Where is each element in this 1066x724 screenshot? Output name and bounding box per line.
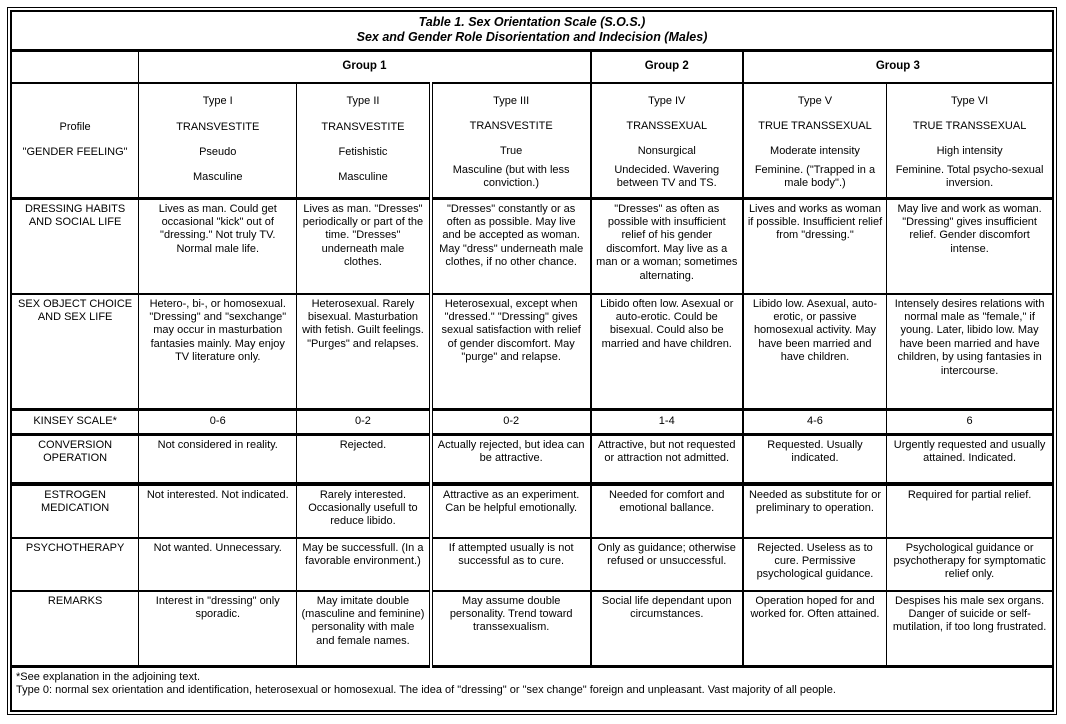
type2-number: Type II [346, 95, 380, 108]
cell-dressing-type4: "Dresses" as often as possible with insufficient relief of his gender discomfort. May live as a man or a woman; sometimes alternating. [591, 198, 743, 294]
group-header-row [11, 50, 1053, 83]
kinsey-scale-row [11, 409, 1053, 434]
type2-gender-feeling: Masculine [338, 171, 388, 184]
row-label-remarks: REMARKS [11, 591, 139, 667]
type6-subtype: High intensity [936, 144, 1003, 157]
cell-psycho-type5: Rejected. Useless as to cure. Permissive psychological guidance. [743, 538, 887, 591]
cell-estrogen-type5: Needed as substitute for or preliminary to operation. [743, 484, 887, 538]
footnote-row [11, 666, 1053, 711]
type2-subtype: Fetishistic [338, 145, 388, 158]
cell-kinsey-type6: 6 [887, 409, 1053, 434]
cell-conversion-type4: Attractive, but not requested or attraction not admitted. [591, 434, 743, 484]
cell-remarks-type6: Despises his male sex organs. Danger of suicide or self-mutilation, if too long frustrated. [887, 591, 1053, 667]
cell-kinsey-type4: 1-4 [591, 409, 743, 434]
profile-label-line1: Profile [59, 120, 91, 133]
conversion-operation-row [11, 434, 1053, 484]
cell-estrogen-type4: Needed for comfort and emotional ballance. [591, 484, 743, 538]
sex-object-row [11, 294, 1053, 410]
cell-sexobj-type3: Heterosexual, except when "dressed." "Dressing" gives sexual satisfaction with relief of gender discomfort. May "purge" and relapse. [431, 294, 591, 410]
type6-number: Type VI [950, 95, 989, 108]
cell-kinsey-type2: 0-2 [297, 409, 431, 434]
footnote-line1: *See explanation in the adjoining text. [16, 670, 201, 683]
estrogen-medication-row [11, 484, 1053, 538]
cell-conversion-type1: Not considered in reality. [139, 434, 297, 484]
type6-category: TRUE TRANSSEXUAL [912, 119, 1027, 132]
row-label-estrogen-medication: ESTROGEN MEDICATION [11, 484, 139, 538]
cell-dressing-type5: Lives and works as woman if possible. Insufficient relief from "dressing." [743, 198, 887, 294]
type1-number: Type I [202, 95, 233, 108]
type5-category: TRUE TRANSSEXUAL [758, 119, 872, 132]
type3-gender-feeling: Masculine (but with less conviction.) [452, 163, 570, 190]
type3-number: Type III [493, 95, 530, 108]
type5-number: Type V [797, 95, 833, 108]
group-3-header: Group 3 [743, 50, 1053, 83]
cell-estrogen-type2: Rarely interested. Occasionally usefull to reduce libido. [297, 484, 431, 538]
table-title-line2: Sex and Gender Role Disorientation and Indecision (Males) [356, 30, 708, 45]
row-label-psychotherapy: PSYCHOTHERAPY [11, 538, 139, 591]
profile-type6 [887, 83, 1053, 199]
profile-type2 [297, 83, 431, 199]
profile-type3 [431, 83, 591, 199]
type2-category: TRANSVESTITE [321, 120, 405, 133]
cell-remarks-type3: May assume double personality. Trend toward transsexualism. [431, 591, 591, 667]
table-title-line1: Table 1. Sex Orientation Scale (S.O.S.) [418, 15, 646, 29]
dressing-habits-row [11, 198, 1053, 294]
cell-conversion-type6: Urgently requested and usually attained. Indicated. [887, 434, 1053, 484]
cell-kinsey-type1: 0-6 [139, 409, 297, 434]
group-2-header: Group 2 [591, 50, 743, 83]
type4-category: TRANSSEXUAL [626, 119, 708, 132]
cell-kinsey-type5: 4-6 [743, 409, 887, 434]
type1-subtype: Pseudo [199, 145, 237, 158]
cell-sexobj-type5: Libido low. Asexual, auto-erotic, or passive homosexual activity. May have been married and have children. [743, 294, 887, 410]
cell-estrogen-type3: Attractive as an experiment. Can be helpful emotionally. [431, 484, 591, 538]
profile-label-line2: "GENDER FEELING" [22, 145, 128, 158]
type1-category: TRANSVESTITE [176, 120, 260, 133]
cell-kinsey-type3: 0-2 [431, 409, 591, 434]
cell-sexobj-type1: Hetero-, bi-, or homosexual. "Dressing" and "sexchange" may occur in masturbation fantasies mainly. May enjoy TV literature only. [139, 294, 297, 410]
row-label-profile [11, 83, 139, 199]
profile-label-stack [12, 84, 138, 197]
profile-type5 [743, 83, 887, 199]
cell-dressing-type1: Lives as man. Could get occasional "kick" out of "dressing." Not truly TV. Normal male life. [139, 198, 297, 294]
cell-sexobj-type4: Libido often low. Asexual or auto-erotic. Could be bisexual. Could also be married and have children. [591, 294, 743, 410]
type3-category: TRANSVESTITE [469, 119, 553, 132]
footnotes [11, 666, 1053, 711]
title-row [11, 11, 1053, 50]
row-label-dressing-habits: DRESSING HABITS AND SOCIAL LIFE [11, 198, 139, 294]
cell-remarks-type5: Operation hoped for and worked for. Often attained. [743, 591, 887, 667]
type4-number: Type IV [648, 95, 686, 108]
cell-conversion-type2: Rejected. [297, 434, 431, 484]
cell-remarks-type4: Social life dependant upon circumstances. [591, 591, 743, 667]
table-outer-border [7, 7, 1057, 715]
row-label-sex-object: SEX OBJECT CHOICE AND SEX LIFE [11, 294, 139, 410]
row-label-kinsey-scale: KINSEY SCALE* [11, 409, 139, 434]
cell-estrogen-type1: Not interested. Not indicated. [139, 484, 297, 538]
cell-psycho-type2: May be successfull. (In a favorable environment.) [297, 538, 431, 591]
row-label-conversion-operation: CONVERSION OPERATION [11, 434, 139, 484]
cell-sexobj-type6: Intensely desires relations with normal male as "female," if young. Later, libido low. May have been married and have children, by using fantasies in intercourse. [887, 294, 1053, 410]
cell-remarks-type2: May imitate double (masculine and feminine) personality with male and female names. [297, 591, 431, 667]
spacer [14, 165, 136, 190]
cell-dressing-type6: May live and work as woman. "Dressing" gives insufficient relief. Gender discomfort intense. [887, 198, 1053, 294]
cell-psycho-type1: Not wanted. Unnecessary. [139, 538, 297, 591]
type5-subtype: Moderate intensity [770, 144, 860, 157]
cell-sexobj-type2: Heterosexual. Rarely bisexual. Masturbation with fetish. Guilt feelings. "Purges" and relapses. [297, 294, 431, 410]
cell-remarks-type1: Interest in "dressing" only sporadic. [139, 591, 297, 667]
profile-header-row [11, 83, 1053, 199]
cell-estrogen-type6: Required for partial relief. [887, 484, 1053, 538]
type4-subtype: Nonsurgical [637, 144, 696, 157]
type5-gender-feeling: Feminine. ("Trapped in a male body".) [754, 163, 876, 190]
type3-subtype: True [500, 144, 523, 157]
footnote-line2: Type 0: normal sex orientation and identification, heterosexual or homosexual. The idea of "dressing" or "sex change" foreign and unpleasant. Vast majority of all people. [16, 683, 836, 696]
spacer [14, 90, 136, 115]
sex-orientation-scale-table [10, 10, 1054, 712]
profile-type4 [591, 83, 743, 199]
psychotherapy-row [11, 538, 1053, 591]
cell-dressing-type2: Lives as man. "Dresses" periodically or part of the time. "Dresses" underneath male clothes. [297, 198, 431, 294]
cell-conversion-type3: Actually rejected, but idea can be attractive. [431, 434, 591, 484]
group-1-header: Group 1 [139, 50, 591, 83]
type6-gender-feeling: Feminine. Total psycho-sexual inversion. [895, 163, 1044, 190]
table-title [11, 11, 1053, 50]
cell-psycho-type3: If attempted usually is not successful as to cure. [431, 538, 591, 591]
remarks-row [11, 591, 1053, 667]
type1-gender-feeling: Masculine [192, 171, 243, 184]
cell-psycho-type4: Only as guidance; otherwise refused or unsuccessful. [591, 538, 743, 591]
cell-dressing-type3: "Dresses" constantly or as often as possible. May live and be accepted as woman. May "dress" underneath male clothes, if no other chance. [431, 198, 591, 294]
group-header-empty-cell [11, 50, 139, 83]
type4-gender-feeling: Undecided. Wavering between TV and TS. [614, 163, 720, 190]
cell-psycho-type6: Psychological guidance or psychotherapy for symptomatic relief only. [887, 538, 1053, 591]
profile-type1 [139, 83, 297, 199]
cell-conversion-type5: Requested. Usually indicated. [743, 434, 887, 484]
